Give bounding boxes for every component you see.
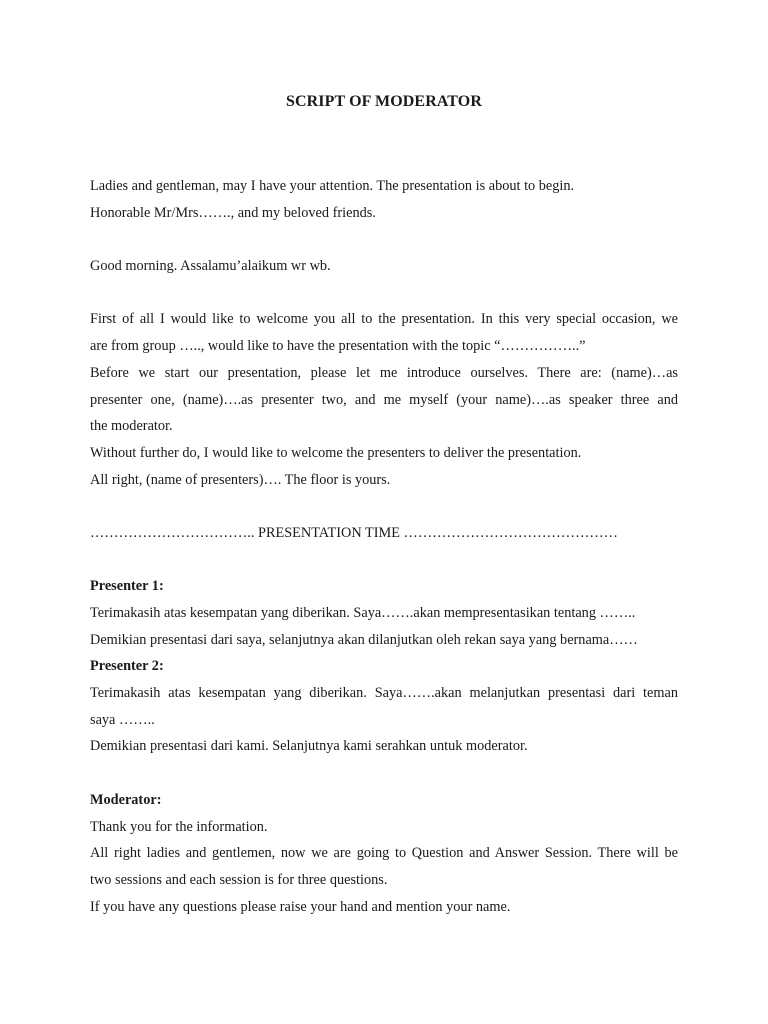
paragraph-line: All right, (name of presenters)…. The floor is yours. — [90, 471, 391, 488]
paragraph-line: Good morning. Assalamu’alaikum wr wb. — [90, 258, 331, 275]
paragraph-line: Thank you for the information. — [90, 818, 268, 835]
paragraph-line: Demikian presentasi dari kami. Selanjutnya kami serahkan untuk moderator. — [90, 738, 528, 755]
paragraph-line: All right ladies and gentlemen, now we are going to Question and Answer Session. There will be — [90, 845, 678, 862]
paragraph-line: two sessions and each session is for three questions. — [90, 871, 388, 888]
section-heading: Presenter 2: — [90, 658, 164, 675]
paragraph-line: saya …….. — [90, 711, 155, 728]
blank-line — [90, 280, 678, 307]
paragraph-line: Honorable Mr/Mrs……., and my beloved friends. — [90, 204, 376, 221]
paragraph-line: Without further do, I would like to welcome the presenters to deliver the presentation. — [90, 444, 582, 461]
paragraph-line: Before we start our presentation, please let me introduce ourselves. There are: (name)…as — [90, 364, 678, 381]
paragraph-line: First of all I would like to welcome you all to the presentation. In this very special occasion, we — [90, 311, 678, 328]
blank-line — [90, 547, 678, 574]
section-heading: Presenter 1: — [90, 578, 164, 595]
paragraph-line: Terimakasih atas kesempatan yang diberikan. Saya…….akan mempresentasikan tentang …….. — [90, 605, 636, 621]
paragraph-line: are from group ….., would like to have the presentation with the topic “……………..” — [90, 338, 586, 355]
section-divider: …………………………….. PRESENTATION TIME ……………………………………… — [90, 524, 618, 541]
paragraph-line: Demikian presentasi dari saya, selanjutnya akan dilanjutkan oleh rekan saya yang bernama…… — [90, 631, 638, 648]
document-body — [90, 173, 678, 920]
document-title: SCRIPT OF MODERATOR — [286, 93, 482, 110]
paragraph-line: If you have any questions please raise your hand and mention your name. — [90, 898, 511, 915]
blank-line — [90, 493, 678, 520]
paragraph-line: Ladies and gentleman, may I have your attention. The presentation is about to begin. — [90, 178, 575, 194]
blank-line — [90, 760, 678, 787]
section-heading: Moderator: — [90, 791, 162, 808]
paragraph-line: the moderator. — [90, 418, 173, 435]
blank-line — [90, 226, 678, 253]
paragraph-line: Terimakasih atas kesempatan yang diberikan. Saya…….akan melanjutkan presentasi dari teman — [90, 685, 678, 702]
paragraph-line: presenter one, (name)….as presenter two, and me myself (your name)….as speaker three and — [90, 391, 678, 408]
